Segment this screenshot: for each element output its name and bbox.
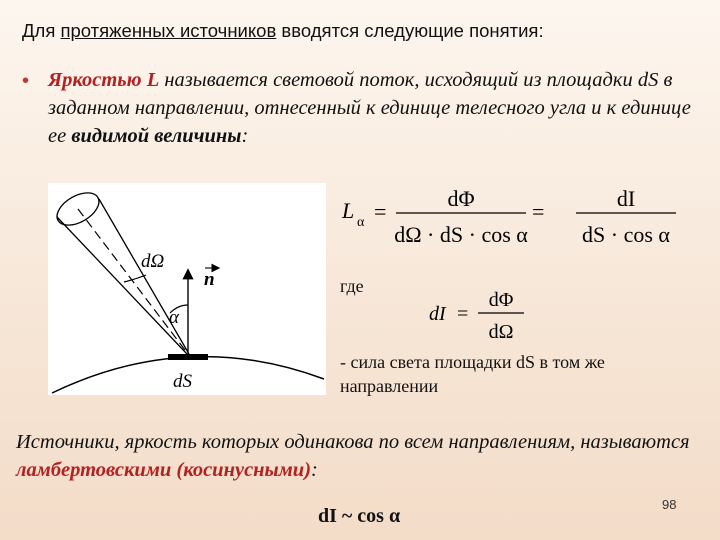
- intensity-num: dΦ: [488, 289, 514, 311]
- bullet-marker: •: [22, 70, 30, 92]
- alpha-label: α: [169, 307, 179, 328]
- intensity-formula: [425, 282, 555, 346]
- definition-text-1: называется световой поток, исходящий из площадки dS в заданном направлении, отнесенный к единице телесного угла и к единице ее: [48, 69, 691, 147]
- lambert-law: dI ~ cos α: [318, 505, 401, 527]
- definition-text-2: :: [241, 125, 249, 147]
- formula-num-2: dI: [616, 186, 636, 211]
- formula-lhs-sub: α: [357, 215, 365, 230]
- formula-num-1: dΦ: [447, 186, 475, 211]
- heading-prefix: Для: [22, 20, 61, 41]
- intensity-den: dΩ: [488, 321, 514, 343]
- cone-axis: [78, 209, 188, 354]
- lambert-text: Источники, яркость которых одинакова по всем направлениям, называются: [16, 431, 690, 453]
- intensity-description: - сила света площадки dS в том же направлении: [340, 352, 605, 396]
- formula-den-2: dS · cos α: [582, 222, 670, 247]
- domega-arc: [124, 275, 146, 282]
- where-label: где: [340, 276, 364, 296]
- formula-eq-2: =: [532, 199, 545, 224]
- intensity-eq: =: [457, 303, 469, 325]
- lambert-term: ламбертовскими (косинусными): [16, 459, 312, 481]
- heading-underlined: протяженных источников: [60, 20, 277, 41]
- formula-lhs: L: [342, 198, 355, 223]
- formula-eq-1: =: [374, 199, 387, 224]
- normal-label: n: [204, 269, 215, 290]
- luminance-definition: [48, 66, 708, 150]
- luminance-diagram: [48, 183, 326, 395]
- ds-label: dS: [173, 371, 192, 392]
- intensity-lhs: dI: [429, 303, 446, 325]
- luminance-formula: [330, 178, 710, 253]
- definition-bold-term: видимой величины: [71, 125, 242, 147]
- definition-term: Яркостью L: [48, 69, 160, 91]
- lambert-end: :: [311, 459, 318, 481]
- formula-den-1: dΩ · dS · cos α: [394, 222, 528, 247]
- heading-suffix: вводятся следующие понятия:: [276, 20, 544, 41]
- ds-patch: [168, 354, 208, 360]
- lambert-statement: [16, 428, 716, 484]
- slide-heading: [22, 20, 544, 42]
- page-number: 98: [662, 497, 677, 512]
- domega-label: dΩ: [141, 251, 165, 272]
